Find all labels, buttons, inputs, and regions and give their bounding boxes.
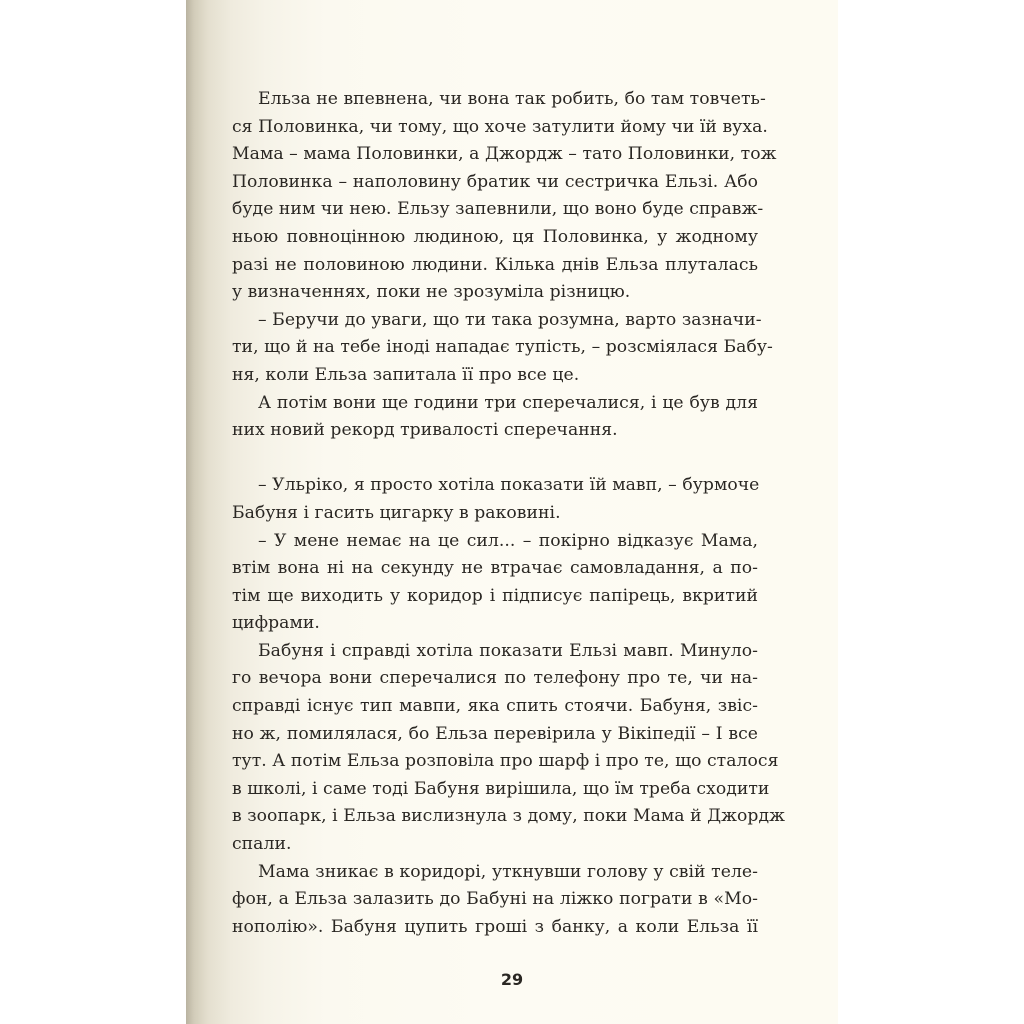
text-line: в зоопарк, і Ельза вислизнула з дому, поки Мама й Джордж — [232, 806, 785, 827]
text-line: спали. — [232, 834, 292, 855]
book-page — [186, 0, 838, 1024]
text-line: буде ним чи нею. Ельзу запевнили, що воно буде справж- — [232, 199, 764, 220]
text-line: Мама – мама Половинки, а Джордж – тато Половинки, тож — [232, 144, 777, 165]
text-line: – Беручи до уваги, що ти така розумна, варто зазначи- — [258, 309, 762, 330]
paragraph — [232, 86, 777, 307]
text-line: ньою повноцінною людиною, ця Половинка, у жодному — [232, 226, 758, 247]
text-line: Бабуня і справді хотіла показати Ельзі мавп. Минуло- — [258, 640, 758, 661]
text-line: втім вона ні на секунду не втрачає самовладання, а по- — [232, 558, 758, 579]
paragraph — [232, 390, 758, 445]
body-text — [232, 86, 785, 941]
text-line: тут. А потім Ельза розповіла про шарф і про те, що сталося — [232, 751, 779, 772]
text-line: Ельза не впевнена, чи вона так робить, бо там товчеть- — [258, 89, 766, 109]
text-line: ти, що й на тебе іноді нападає тупість, – розсміялася Бабу- — [232, 337, 773, 358]
text-line: них новий рекорд тривалості сперечання. — [232, 420, 618, 441]
text-line: ня, коли Ельза запитала її про все це. — [232, 364, 580, 385]
text-line: Половинка – наполовину братик чи сестричка Ельзі. Або — [232, 171, 758, 192]
text-line: нополію». Бабуня цупить гроші з банку, а коли Ельза її — [232, 916, 758, 937]
text-line: разі не половиною людини. Кілька днів Ельза плуталась — [232, 254, 758, 275]
text-line: цифрами. — [232, 613, 320, 634]
text-line: Мама зникає в коридорі, уткнувши голову у свій теле- — [258, 861, 758, 882]
page-number: 29 — [500, 970, 524, 989]
text-line: ся Половинка, чи тому, що хоче затулити йому чи їй вуха. — [232, 116, 768, 137]
text-line: в школі, і саме тоді Бабуня вирішила, що їм треба сходити — [232, 778, 770, 799]
text-line: тім ще виходить у коридор і підписує папірець, вкритий — [232, 585, 758, 606]
paragraph — [232, 638, 785, 859]
section-break — [232, 445, 758, 473]
paragraph — [232, 472, 758, 527]
text-line: но ж, помилялася, бо Ельза перевірила у Вікіпедії – І все — [232, 723, 758, 744]
text-line: А потім вони ще години три сперечалися, і це був для — [258, 392, 758, 413]
text-line: справді існує тип мавпи, яка спить стоячи. Бабуня, звіс- — [232, 696, 758, 717]
text-line: – Ульріко, я просто хотіла показати їй мавп, – бурмоче — [258, 475, 760, 496]
paragraph — [232, 307, 773, 390]
paragraph — [232, 528, 758, 638]
paragraph — [232, 859, 758, 942]
text-line: Бабуня і гасить цигарку в раковині. — [232, 502, 561, 523]
text-line: у визначеннях, поки не зрозуміла різницю. — [232, 282, 631, 303]
text-line: фон, а Ельза залазить до Бабуні на ліжко пограти в «Мо- — [232, 889, 758, 910]
text-line: го вечора вони сперечалися по телефону про те, чи на- — [232, 668, 758, 689]
text-line: – У мене немає на це сил... – покірно відказує Мама, — [258, 530, 758, 551]
